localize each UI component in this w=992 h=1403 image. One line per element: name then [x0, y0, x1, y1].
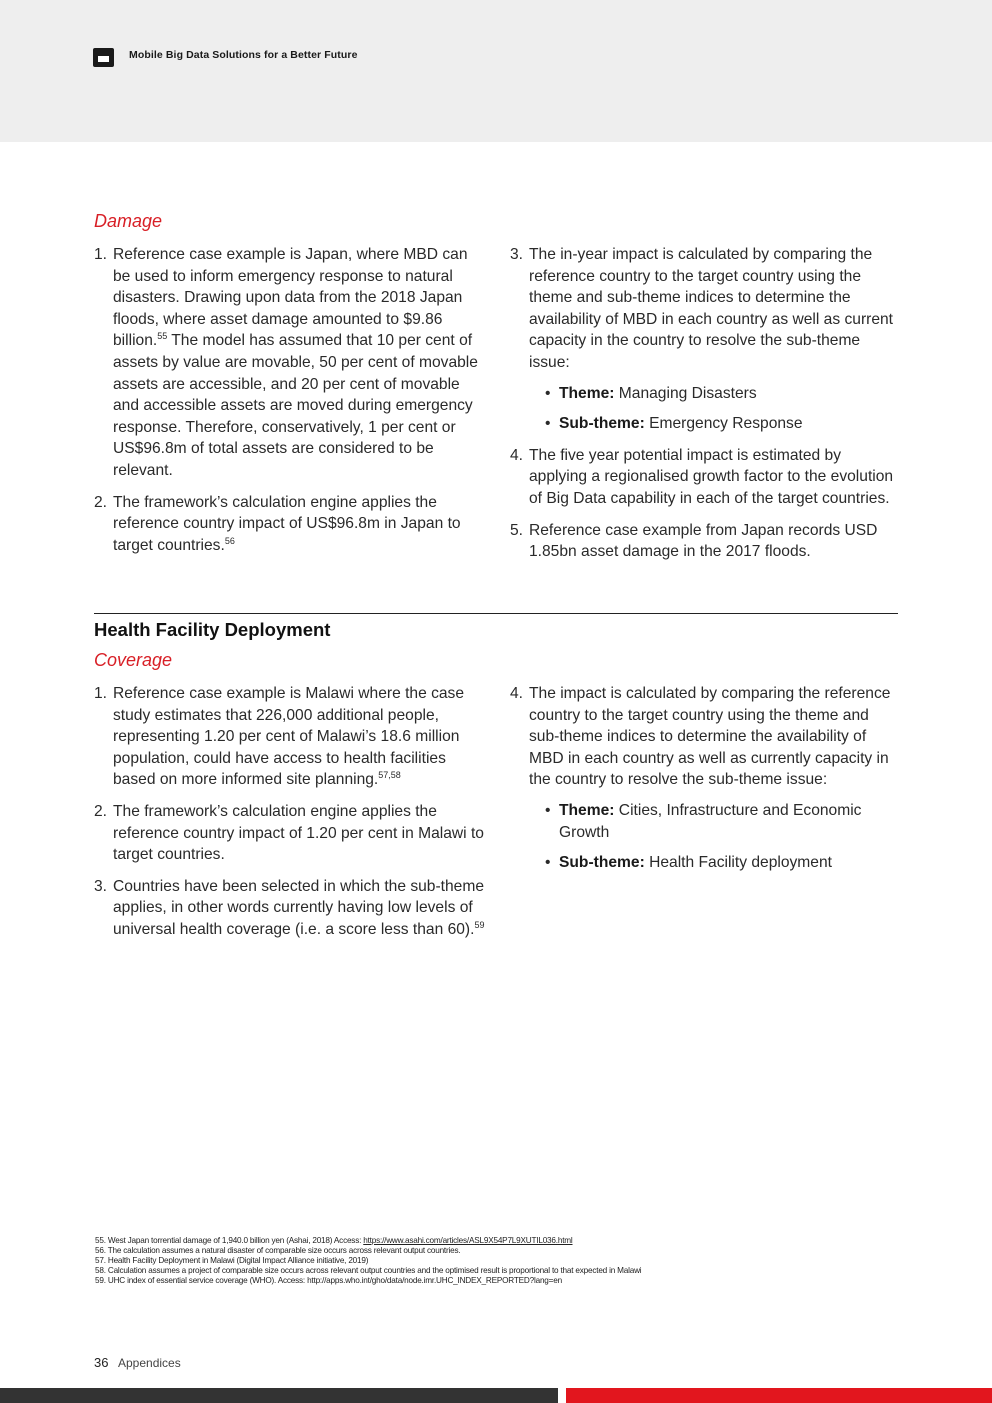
damage-left-list [94, 244, 484, 566]
bullet-item: • Theme: Managing Disasters [545, 384, 757, 402]
footnote-57: 57. Health Facility Deployment in Malawi (Digital Impact Alliance initiative, 2019) [95, 1256, 369, 1265]
section-label: Appendices [118, 1356, 181, 1370]
list-item: 2. The framework’s calculation engine applies the reference country impact of US$96.8m in Japan to target countries.$^{56}$ [94, 493, 461, 554]
header-title: Mobile Big Data Solutions for a Better Future [129, 49, 358, 61]
page-header [0, 0, 992, 142]
page-number: 36 [94, 1355, 109, 1370]
footnote-ref: 57,58 [378, 770, 401, 781]
damage-subhead: Damage [94, 211, 163, 231]
health-right-list [510, 683, 896, 884]
footer-bar-red [566, 1388, 992, 1403]
footnote-59: 59. UHC index of essential service coverage (WHO). Access: http://apps.who.int/gho/data/node.imr.UHC_INDEX_REPORTED?lang=en [95, 1276, 562, 1285]
section-title: Health Facility Deployment [94, 619, 331, 640]
list-item: 4. The impact is calculated by comparing the reference country to the target country using the theme and sub-theme indices to determine the availability of MBD in each country as well as currently capacity in the country to resolve the sub-theme issue: • Theme: Cities, Infrastructure and Economic Growth • Sub-theme: Health Facility deployment [510, 683, 896, 874]
footnote-ref: 59 [474, 919, 485, 930]
footnote-56: 56. The calculation assumes a natural disaster of comparable size occurs across relevant output countries. [95, 1246, 461, 1255]
footnote-55: 55. West Japan torrential damage of 1,940.0 billion yen (Ashai, 2018) Access: https://www.asahi.com/articles/ASL9X54P7L9XUTIL036.html [95, 1236, 573, 1245]
bullet-list [529, 800, 896, 874]
list-item: 3. The in-year impact is calculated by comparing the reference country to the target country using the theme and sub-theme indices to determine the availability of MBD in each country as well as current capacity in the country to resolve the sub-theme issue: • Theme: Managing Disasters • Sub-theme: Emergency Response [510, 244, 902, 435]
footnotes [95, 1236, 915, 1286]
list-item: 1. Reference case example is Japan, where MBD can be used to inform emergency response to natural disasters. Drawing upon data from the 2018 Japan floods, where asset damage amounted to $9.86 billion.$^{55}$ The model has assumed that 10 per cent of assets by value are movable, 50 per cent of movable assets are accessible, and 20 per cent of movable and accessible assets are moved during emergency response. Therefore, conservatively, 1 per cent or US$96.8m of total assets are considered to be relevant. [94, 246, 478, 479]
report-logo-icon [93, 48, 114, 67]
list-item: 3. Countries have been selected in which the sub-theme applies, in other words currently having low levels of universal health coverage (i.e. a score less than 60).$^{59}$ [94, 877, 485, 938]
health-left-list [94, 683, 486, 951]
list-item: 4. The five year potential impact is estimated by applying a regionalised growth factor to the evolution of Big Data capability in each of the target countries. [510, 446, 894, 507]
list-item: 5. Reference case example from Japan records USD 1.85bn asset damage in the 2017 floods. [510, 521, 878, 561]
list-item: 1. Reference case example is Malawi where the case study estimates that 226,000 additional people, representing 1.20 per cent of Malawi’s 18.6 million population, could have access to health facilities based on more informed site planning.$^{57,58}$ [94, 685, 465, 789]
footnote-link[interactable]: https://www.asahi.com/articles/ASL9X54P7L9XUTIL036.html [363, 1236, 573, 1245]
footer-bar-dark [0, 1388, 558, 1403]
bullet-item: • Theme: Cities, Infrastructure and Economic Growth [545, 801, 862, 841]
section-divider [94, 613, 898, 614]
bullet-list [529, 383, 902, 435]
footnote-ref: 55 [157, 331, 168, 342]
bullet-item: • Sub-theme: Emergency Response [545, 415, 803, 433]
coverage-subhead: Coverage [94, 650, 173, 670]
footnote-58: 58. Calculation assumes a project of comparable size occurs across relevant output countries and the optimised result is proportional to that expected in Malawi [95, 1266, 642, 1275]
list-item: 2. The framework’s calculation engine applies the reference country impact of 1.20 per cent in Malawi to target countries. [94, 802, 484, 864]
bullet-item: • Sub-theme: Health Facility deployment [545, 854, 832, 872]
damage-right-list [510, 244, 902, 573]
footnote-ref: 56 [224, 535, 235, 546]
